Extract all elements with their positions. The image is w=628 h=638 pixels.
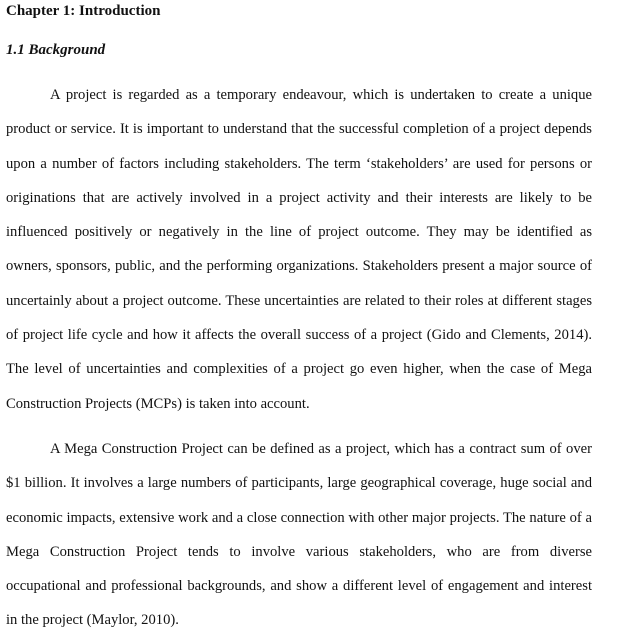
chapter-title: Chapter 1: Introduction (6, 3, 161, 19)
body-paragraph: A project is regarded as a temporary endeavour, which is undertaken to create a unique product or service. It is important to understand that the successful completion of a project depends upon a number of factors including stakeholders. The term ‘stakeholders’ are used for persons or originations that are actively involved in a project activity and their interests are likely to be influenced positively or negatively in the line of project outcome. They may be identified as owners, sponsors, public, and the performing organizations. Stakeholders present a major source of uncertainly about a project outcome. These uncertainties are related to their roles at different stages of project life cycle and how it affects the overall success of a project (Gido and Clements, 2014). The level of uncertainties and complexities of a project go even higher, when the case of Mega Construction Projects (MCPs) is taken into account. (6, 87, 592, 412)
section-title: 1.1 Background (6, 42, 106, 58)
body-paragraph: A Mega Construction Project can be defined as a project, which has a contract sum of over $1 billion. It involves a large numbers of participants, large geographical coverage, huge social and economic impacts, extensive work and a close connection with other major projects. The nature of a Mega Construction Project tends to involve various stakeholders, who are from diverse occupational and professional backgrounds, and show a different level of engagement and interest in the project (Maylor, 2010). (6, 441, 592, 629)
